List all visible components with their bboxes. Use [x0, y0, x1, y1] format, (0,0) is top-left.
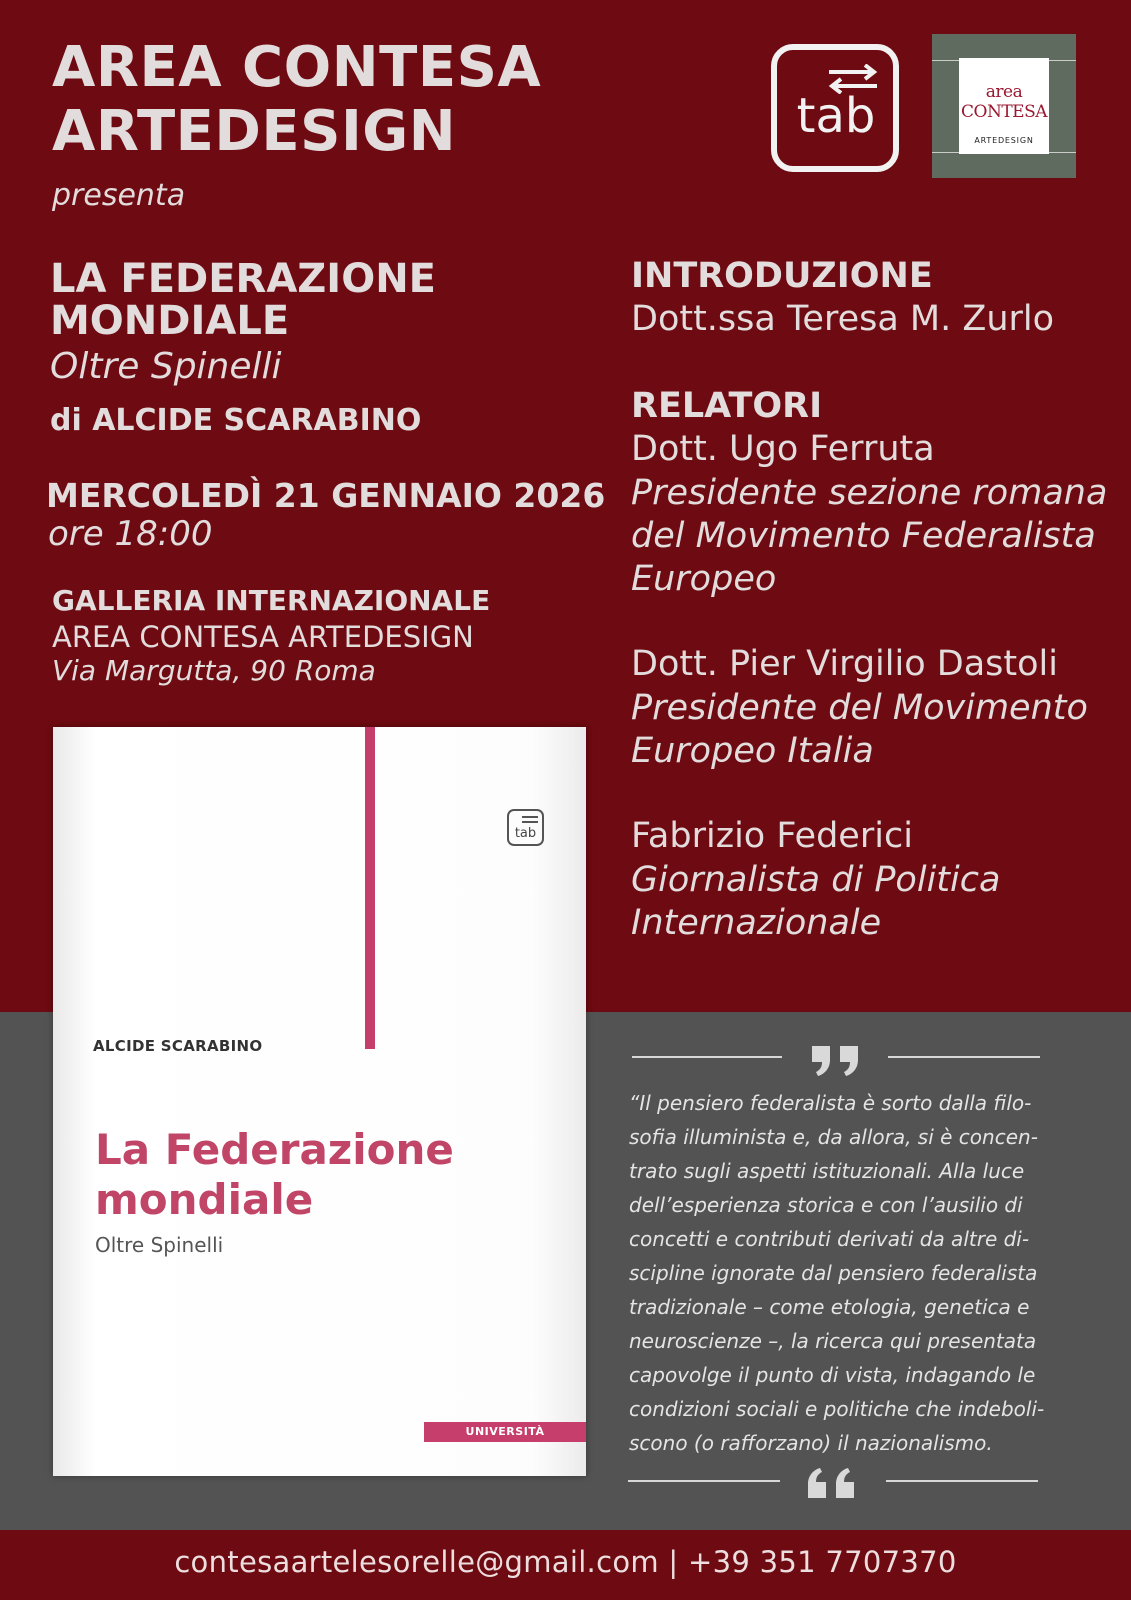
- tab-logo-text: tab: [796, 88, 876, 144]
- cover-tab-arrow-icon: [522, 816, 538, 818]
- venue-address: Via Margutta, 90 Roma: [52, 654, 376, 687]
- event-author: di ALCIDE SCARABINO: [50, 403, 422, 438]
- speaker-3-role-line: Giornalista di Politica: [631, 860, 1001, 900]
- quote-line: dell’esperienza storica e con l’ausilio di: [629, 1193, 1023, 1217]
- book-title-line-1: LA FEDERAZIONE: [50, 256, 436, 302]
- book-cover-image: [53, 727, 586, 1476]
- speaker-1-role-line: del Movimento Federalista: [631, 516, 1096, 556]
- event-date: MERCOLEDÌ 21 GENNAIO 2026: [46, 476, 606, 515]
- cover-tab-arrow-icon: [522, 821, 538, 823]
- speaker-3-name: Fabrizio Federici: [631, 816, 913, 856]
- event-book-subtitle: Oltre Spinelli: [50, 346, 282, 387]
- logo-script-text: area CONTESA: [961, 82, 1047, 122]
- quote-line: trato sugli aspetti istituzionali. Alla luce: [629, 1159, 1025, 1183]
- organizer-line-1: AREA CONTESA: [52, 35, 542, 100]
- divider-line: [632, 1056, 782, 1058]
- intro-name: Dott.ssa Teresa M. Zurlo: [631, 299, 1055, 339]
- cover-title: [95, 1125, 454, 1225]
- tab-logo: [771, 44, 899, 172]
- relatori-heading: RELATORI: [631, 386, 823, 426]
- book-title-line-2: MONDIALE: [50, 298, 290, 344]
- venue-organizer: AREA CONTESA ARTEDESIGN: [52, 620, 474, 654]
- quote-line: tradizionale – come etologia, genetica e: [629, 1295, 1030, 1319]
- book-quote: [629, 1086, 1079, 1460]
- logo-card: [959, 58, 1049, 154]
- speaker-2-role-line: Presidente del Movimento: [631, 688, 1088, 728]
- cover-title-line-2: mondiale: [95, 1175, 314, 1224]
- cover-accent-bar: [365, 727, 375, 1049]
- opening-quote-icon: [804, 1464, 864, 1504]
- speaker-1-name: Dott. Ugo Ferruta: [631, 429, 935, 469]
- quote-line: scipline ignorate dal pensiero federalista: [629, 1261, 1038, 1285]
- area-contesa-logo: [932, 34, 1076, 178]
- divider-line: [886, 1480, 1038, 1482]
- cover-series-badge: UNIVERSITÀ: [424, 1422, 586, 1442]
- speaker-1-role-line: Europeo: [631, 559, 777, 599]
- speaker-1-role-line: Presidente sezione romana: [631, 473, 1108, 513]
- quote-line: condizioni sociali e politiche che indeboli-: [629, 1397, 1045, 1421]
- quote-line: concetti e contributi derivati da altre di-: [629, 1227, 1030, 1251]
- divider-line: [628, 1480, 780, 1482]
- cover-subtitle: Oltre Spinelli: [95, 1233, 224, 1257]
- quote-line: scono (o rafforzano) il nazionalismo.: [629, 1431, 993, 1455]
- speaker-2-role-line: Europeo Italia: [631, 731, 874, 771]
- contact-info: contesaartelesorelle@gmail.com | +39 351 7707370: [174, 1545, 957, 1579]
- presenta-text: presenta: [52, 178, 186, 213]
- quote-line: “Il pensiero federalista è sorto dalla filo-: [629, 1091, 1032, 1115]
- organizer-line-2: ARTEDESIGN: [52, 99, 457, 164]
- quote-line: sofia illuminista e, da allora, si è concen-: [629, 1125, 1038, 1149]
- cover-author: ALCIDE SCARABINO: [93, 1037, 263, 1055]
- quote-line: neuroscienze –, la ricerca qui presentata: [629, 1329, 1037, 1353]
- closing-quote-icon: [808, 1040, 868, 1080]
- divider-line: [888, 1056, 1040, 1058]
- logo-small-text: ARTEDESIGN: [974, 136, 1034, 145]
- speaker-2-name: Dott. Pier Virgilio Dastoli: [631, 644, 1058, 684]
- cover-tab-text: tab: [514, 826, 537, 841]
- event-time: ore 18:00: [48, 514, 213, 554]
- quote-line: capovolge il punto di vista, indagando le: [629, 1363, 1036, 1387]
- event-book-title: [50, 258, 436, 342]
- organizer-title: [52, 36, 541, 164]
- cover-tab-logo: [507, 809, 544, 846]
- cover-title-line-1: La Federazione: [95, 1125, 454, 1174]
- speaker-3-role-line: Internazionale: [631, 903, 882, 943]
- venue-name: GALLERIA INTERNAZIONALE: [52, 584, 491, 617]
- intro-heading: INTRODUZIONE: [631, 256, 933, 296]
